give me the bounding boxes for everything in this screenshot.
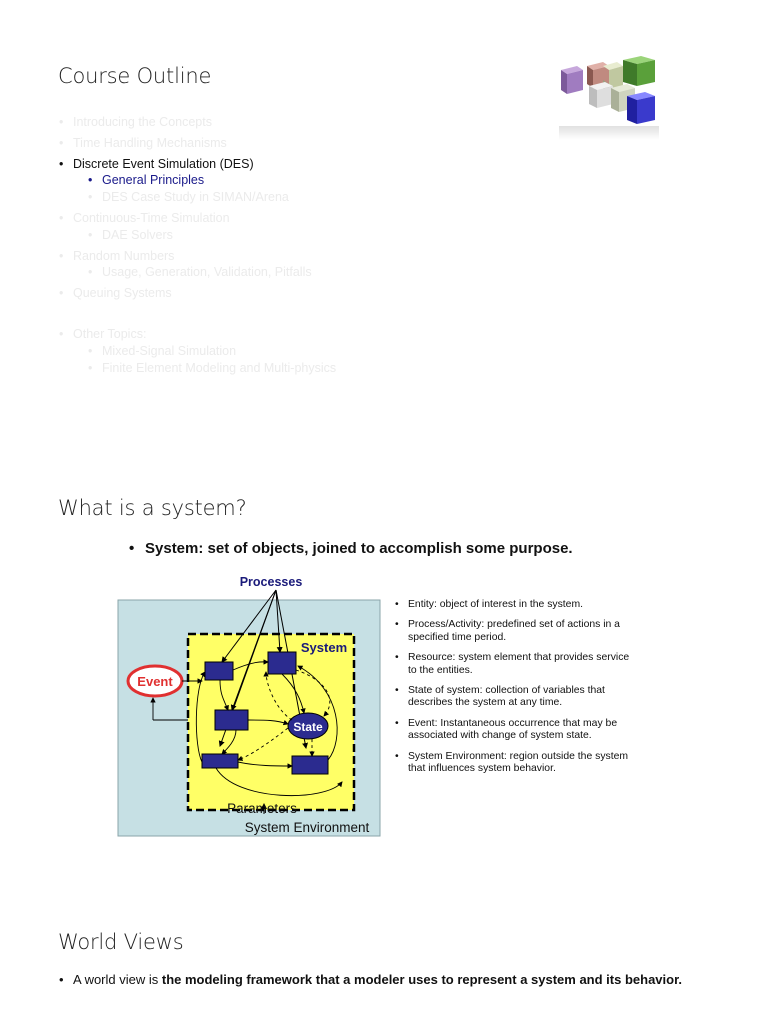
outline-item: • DAE Solvers: [73, 227, 336, 244]
world-view-bold-text: the modeling framework that a modeler uses to represent a system and its behavior.: [161, 972, 683, 987]
outline-item: • Time Handling Mechanisms: [73, 135, 336, 152]
outline-item: • General Principles: [73, 172, 336, 189]
state-label: State: [293, 720, 323, 734]
definition-item: • Resource: system element that provides service to the entities.: [393, 652, 638, 677]
system-definition-bullet: [129, 540, 573, 557]
processes-label: Processes: [239, 575, 303, 589]
world-view-bullet: [59, 972, 713, 987]
process-box: [205, 662, 233, 680]
stacked-cubes-icon: [555, 52, 665, 142]
world-view-plain-text: A world view is: [73, 972, 162, 987]
what-is-system-title: What is a system?: [58, 496, 247, 520]
system-diagram: [116, 570, 382, 838]
outline-item: • Other Topics:: [73, 326, 336, 343]
event-label: Event: [137, 674, 173, 689]
system-definition-text: System: set of objects, joined to accomplish some purpose.: [145, 540, 573, 557]
system-label: System: [300, 640, 348, 655]
definition-item: • Entity: object of interest in the system.: [393, 599, 638, 611]
outline-item: • Continuous-Time Simulation: [73, 210, 336, 227]
outline-item: • Mixed-Signal Simulation: [73, 343, 336, 360]
outline-item: • DES Case Study in SIMAN/Arena: [73, 189, 336, 206]
outline-item: • Discrete Event Simulation (DES): [73, 156, 336, 173]
world-views-title: World Views: [58, 930, 184, 954]
definitions-list: [393, 599, 638, 783]
definition-item: • Process/Activity: predefined set of actions in a specified time period.: [393, 619, 638, 644]
outline-item: • Finite Element Modeling and Multi-physics: [73, 360, 336, 377]
process-box: [202, 754, 238, 768]
outline-item: • Queuing Systems: [73, 285, 336, 302]
environment-label: System Environment: [244, 820, 370, 835]
definition-item: • Event: Instantaneous occurrence that may be associated with change of system state.: [393, 718, 638, 743]
outline-item: • Usage, Generation, Validation, Pitfalls: [73, 264, 336, 281]
process-box: [292, 756, 328, 774]
outline-item: • Introducing the Concepts: [73, 114, 336, 131]
bullet-dot: •: [129, 540, 135, 557]
definition-item: • State of system: collection of variables that describes the system at any time.: [393, 685, 638, 710]
course-outline-title: Course Outline: [58, 64, 212, 88]
bullet-dot: •: [59, 972, 64, 987]
parameters-label: Parameters: [227, 801, 297, 816]
process-box: [268, 652, 296, 674]
process-box: [215, 710, 248, 730]
course-outline-list: [73, 114, 336, 376]
definition-item: • System Environment: region outside the system that influences system behavior.: [393, 751, 638, 776]
outline-item: • Random Numbers: [73, 248, 336, 265]
